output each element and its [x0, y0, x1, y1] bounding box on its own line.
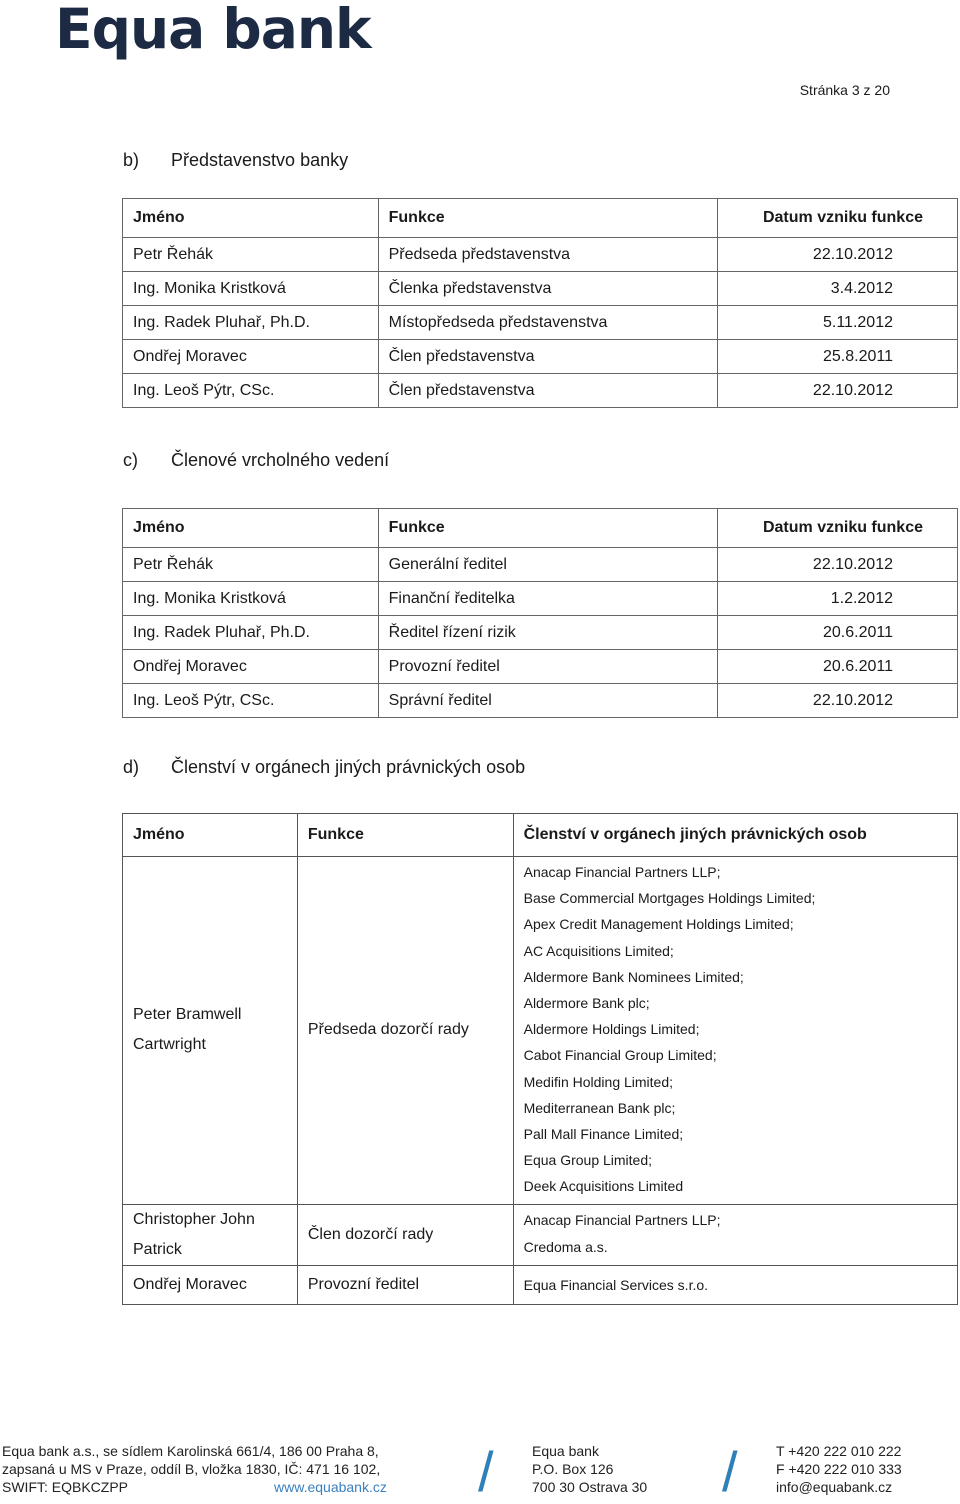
header-cell: Jméno [123, 814, 298, 857]
function-cell: Správní ředitel [378, 684, 718, 718]
orgs-cell [513, 857, 957, 1205]
table-header-row [123, 509, 958, 548]
footer-line [2, 1478, 387, 1496]
name-line: Patrick [133, 1240, 182, 1258]
date-cell: 1.2.2012 [718, 582, 958, 616]
table-header-row [123, 814, 958, 857]
table-row [123, 582, 958, 616]
footer-line: Equa bank [532, 1443, 599, 1459]
org-item: AC Acquisitions Limited; [523, 942, 674, 959]
name-cell: Petr Řehák [123, 238, 379, 272]
table-row [123, 684, 958, 718]
function-cell: Ředitel řízení rizik [378, 616, 718, 650]
org-item: Equa Group Limited; [523, 1152, 653, 1169]
function-cell: Finanční ředitelka [378, 582, 718, 616]
header-cell: Jméno [123, 199, 379, 238]
date-cell: 22.10.2012 [718, 238, 958, 272]
table-row [123, 340, 958, 374]
name-line: Cartwright [133, 1036, 206, 1054]
org-item: Equa Financial Services s.r.o. [523, 1276, 709, 1293]
footer-email[interactable]: info@equabank.cz [776, 1479, 893, 1495]
function-cell: Předseda představenstva [378, 238, 718, 272]
date-cell: 22.10.2012 [718, 548, 958, 582]
date-cell: 5.11.2012 [718, 306, 958, 340]
org-item: Aldermore Bank plc; [523, 995, 650, 1012]
header-cell: Členství v orgánech jiných právnických osob [513, 814, 957, 857]
footer-line: P.O. Box 126 [532, 1461, 614, 1477]
section-d-heading [123, 757, 525, 778]
header-cell: Jméno [123, 509, 379, 548]
footer-phone: T +420 222 010 222 [776, 1443, 902, 1459]
org-item: Credoma a.s. [523, 1238, 608, 1255]
table-row [123, 857, 958, 1205]
org-item: Pall Mall Finance Limited; [523, 1126, 684, 1143]
date-cell: 22.10.2012 [718, 374, 958, 408]
table-row [123, 650, 958, 684]
equa-bank-logo: Equa bank [55, 0, 371, 61]
org-item: Anacap Financial Partners LLP; [523, 1212, 721, 1229]
board-table [122, 198, 958, 408]
footer-line: 700 30 Ostrava 30 [532, 1479, 648, 1495]
date-cell: 25.8.2011 [718, 340, 958, 374]
name-line: Christopher John [133, 1210, 255, 1228]
table-row [123, 616, 958, 650]
name-cell: Ing. Monika Kristková [123, 272, 379, 306]
footer-line: zapsaná u MS v Praze, oddíl B, vložka 1830, IČ: 471 16 102, [2, 1461, 381, 1477]
section-title: Členství v orgánech jiných právnických osob [171, 757, 526, 777]
header-cell: Funkce [378, 509, 718, 548]
table-row [123, 1265, 958, 1304]
footer-postal-address [532, 1442, 647, 1496]
footer-contact [776, 1442, 902, 1496]
section-title: Představenstvo banky [171, 150, 349, 170]
date-cell: 22.10.2012 [718, 684, 958, 718]
header-cell: Datum vzniku funkce [718, 509, 958, 548]
footer-fax: F +420 222 010 333 [776, 1461, 902, 1477]
header-cell: Funkce [378, 199, 718, 238]
function-cell: Člen dozorčí rady [297, 1204, 513, 1265]
page-indicator: Stránka 3 z 20 [799, 82, 890, 98]
org-item: Medifin Holding Limited; [523, 1073, 674, 1090]
table-row [123, 306, 958, 340]
header-cell: Datum vzniku funkce [718, 199, 958, 238]
orgs-cell [513, 1265, 957, 1304]
org-item: Aldermore Bank Nominees Limited; [523, 968, 744, 985]
section-letter: c) [123, 450, 138, 470]
table-header-row [123, 199, 958, 238]
section-title: Členové vrcholného vedení [171, 450, 390, 470]
name-cell: Ing. Radek Pluhař, Ph.D. [123, 306, 379, 340]
orgs-cell [513, 1204, 957, 1265]
footer-website-link[interactable]: www.equabank.cz [274, 1479, 387, 1495]
name-line: Peter Bramwell [133, 1006, 242, 1024]
date-cell: 3.4.2012 [718, 272, 958, 306]
function-cell: Člen představenstva [378, 374, 718, 408]
table-row [123, 272, 958, 306]
function-cell: Provozní ředitel [297, 1265, 513, 1304]
function-cell: Generální ředitel [378, 548, 718, 582]
date-cell: 20.6.2011 [718, 650, 958, 684]
function-cell: Místopředseda představenstva [378, 306, 718, 340]
name-cell: Ondřej Moravec [123, 1265, 298, 1304]
table-row [123, 1204, 958, 1265]
page-footer [0, 1442, 960, 1504]
footer-line: Equa bank a.s., se sídlem Karolinská 661/4, 186 00 Praha 8, [2, 1443, 379, 1459]
org-item: Base Commercial Mortgages Holdings Limited; [523, 890, 816, 907]
footer-company-info [2, 1442, 387, 1496]
footer-swift: SWIFT: EQBKCZPP [2, 1479, 129, 1495]
org-item: Deek Acquisitions Limited [523, 1178, 684, 1195]
org-item: Cabot Financial Group Limited; [523, 1047, 717, 1064]
section-b-heading [123, 150, 348, 171]
org-item: Apex Credit Management Holdings Limited; [523, 916, 794, 933]
name-cell: Ondřej Moravec [123, 650, 379, 684]
name-cell: Ing. Radek Pluhař, Ph.D. [123, 616, 379, 650]
table-row [123, 374, 958, 408]
name-cell [123, 1204, 298, 1265]
function-cell: Člen představenstva [378, 340, 718, 374]
name-cell: Ing. Monika Kristková [123, 582, 379, 616]
table-row [123, 548, 958, 582]
management-table [122, 508, 958, 718]
section-letter: b) [123, 150, 140, 170]
section-c-heading [123, 450, 389, 471]
divider-slash: / [478, 1440, 494, 1503]
memberships-table [122, 813, 958, 1305]
name-cell: Petr Řehák [123, 548, 379, 582]
org-item: Anacap Financial Partners LLP; [523, 864, 721, 880]
header-cell: Funkce [297, 814, 513, 857]
org-item: Aldermore Holdings Limited; [523, 1021, 700, 1038]
name-cell: Ondřej Moravec [123, 340, 379, 374]
name-cell: Ing. Leoš Pýtr, CSc. [123, 684, 379, 718]
section-letter: d) [123, 757, 140, 777]
name-cell [123, 857, 298, 1205]
org-item: Mediterranean Bank plc; [523, 1099, 676, 1116]
date-cell: 20.6.2011 [718, 616, 958, 650]
name-cell: Ing. Leoš Pýtr, CSc. [123, 374, 379, 408]
function-cell: Předseda dozorčí rady [297, 857, 513, 1205]
divider-slash: / [722, 1440, 738, 1503]
function-cell: Členka představenstva [378, 272, 718, 306]
table-row [123, 238, 958, 272]
function-cell: Provozní ředitel [378, 650, 718, 684]
